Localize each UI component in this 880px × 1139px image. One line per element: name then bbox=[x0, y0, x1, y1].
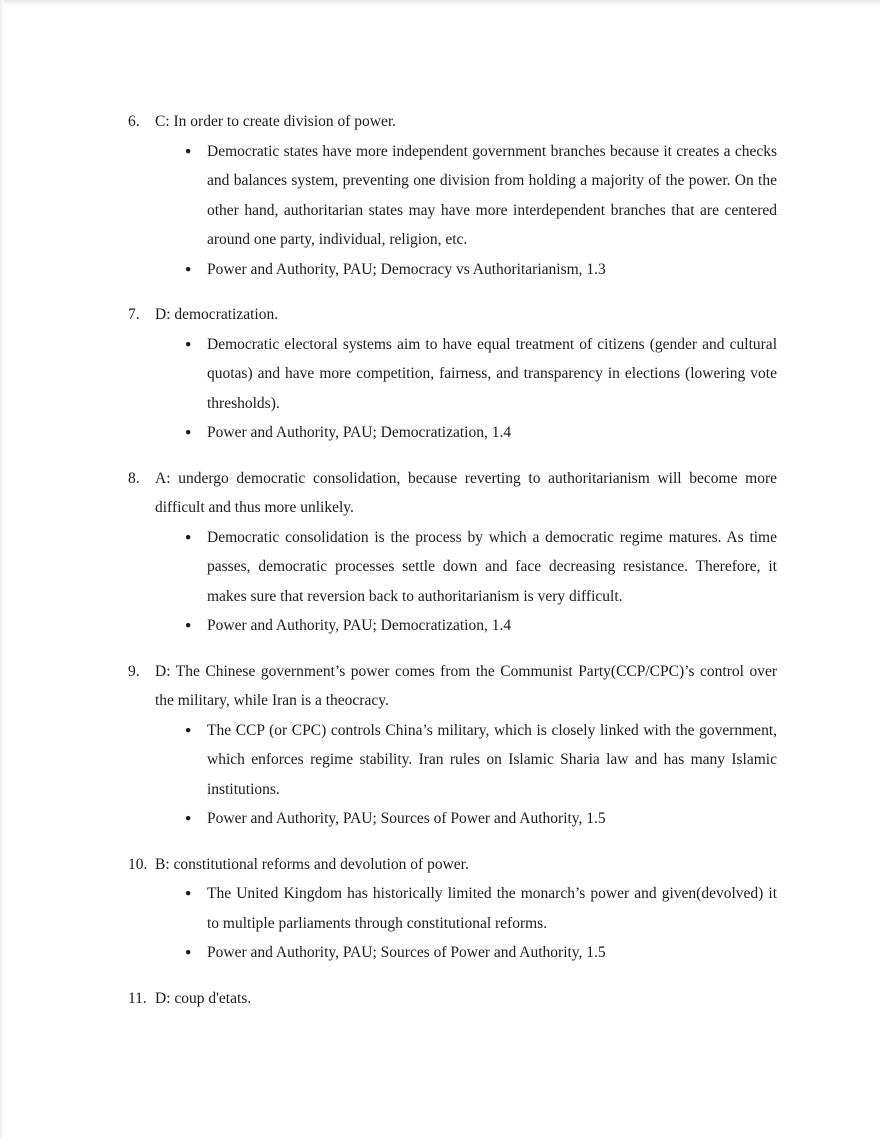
answer-text: D: democratization. bbox=[155, 306, 279, 323]
bullet-text: Power and Authority, PAU; Democracy vs Authoritarianism, 1.3 bbox=[207, 260, 606, 278]
answer-text: D: The Chinese government’s power comes from the Communist Party(CCP/CPC)’s control over the military, while Iran is a theocracy. bbox=[155, 662, 777, 709]
answer-item-6 bbox=[128, 107, 777, 284]
item-body bbox=[155, 850, 777, 968]
bullet-point bbox=[155, 938, 777, 968]
bullet-text: The United Kingdom has historically limited the monarch’s power and given(devolved) it to multiple parliaments through constitutional reforms. bbox=[207, 885, 777, 932]
answer-item-9 bbox=[128, 657, 777, 834]
item-number: 11. bbox=[128, 989, 147, 1007]
bullet-icon: ● bbox=[185, 813, 192, 824]
bullet-icon: ● bbox=[185, 145, 192, 157]
answer-text: D: coup d'etats. bbox=[155, 989, 252, 1007]
answer-item-11 bbox=[128, 984, 777, 1014]
item-body bbox=[155, 107, 777, 284]
bullet-text: Power and Authority, PAU; Democratization, 1.4 bbox=[207, 617, 512, 634]
bullet-icon: ● bbox=[185, 947, 192, 958]
bullet-icon: ● bbox=[185, 724, 192, 736]
answer-item-7 bbox=[128, 300, 777, 448]
item-number: 9. bbox=[128, 662, 140, 680]
bullet-text: Democratic states have more independent government branches because it creates a checks and balances system, preventing one division from holding a majority of the power. On the other hand, authoritarian states may have more interdependent branches that are centered around one party, individual, religion, etc. bbox=[207, 142, 777, 248]
item-body bbox=[155, 464, 777, 641]
item-body bbox=[155, 657, 777, 834]
bullet-icon: ● bbox=[185, 427, 192, 438]
item-body bbox=[155, 300, 777, 448]
bullet-point bbox=[155, 879, 777, 938]
bullet-icon: ● bbox=[185, 531, 192, 543]
bullet-icon: ● bbox=[185, 338, 192, 350]
bullet-point bbox=[155, 804, 777, 834]
item-number: 10. bbox=[128, 855, 148, 873]
item-number: 6. bbox=[128, 113, 140, 130]
bullet-point bbox=[155, 137, 777, 255]
item-number: 8. bbox=[128, 469, 140, 487]
bullet-point bbox=[155, 523, 777, 612]
bullet-icon: ● bbox=[185, 620, 192, 631]
bullet-point bbox=[155, 611, 777, 641]
item-number: 7. bbox=[128, 306, 140, 323]
bullet-point bbox=[155, 330, 777, 419]
bullet-text: Democratic consolidation is the process by which a democratic regime matures. As time passes, democratic processes settle down and face decreasing resistance. Therefore, it makes sure that reversion back to authoritarianism is very difficult. bbox=[207, 528, 777, 605]
bullet-point bbox=[155, 255, 777, 285]
bullet-icon: ● bbox=[185, 263, 192, 275]
answer-item-8 bbox=[128, 464, 777, 641]
page-left-edge bbox=[0, 0, 4, 1139]
bullet-text: Power and Authority, PAU; Democratization, 1.4 bbox=[207, 424, 512, 441]
answer-text: C: In order to create division of power. bbox=[155, 113, 397, 130]
answer-text: B: constitutional reforms and devolution of power. bbox=[155, 855, 469, 873]
bullet-text: The CCP (or CPC) controls China’s military, which is closely linked with the government, which enforces regime stability. Iran rules on Islamic Sharia law and has many Islamic institutions. bbox=[207, 721, 777, 798]
answer-item-10 bbox=[128, 850, 777, 968]
answer-text: A: undergo democratic consolidation, because reverting to authoritarianism will become more difficult and thus more unlikely. bbox=[155, 469, 777, 516]
page-top-edge bbox=[0, 0, 880, 6]
bullet-icon: ● bbox=[185, 888, 192, 899]
bullet-point bbox=[155, 716, 777, 805]
bullet-text: Power and Authority, PAU; Sources of Power and Authority, 1.5 bbox=[207, 944, 606, 961]
bullet-text: Democratic electoral systems aim to have equal treatment of citizens (gender and cultural quotas) and have more competition, fairness, and transparency in elections (lowering vote thresholds). bbox=[207, 335, 777, 412]
bullet-text: Power and Authority, PAU; Sources of Power and Authority, 1.5 bbox=[207, 810, 606, 827]
item-body bbox=[155, 984, 777, 1014]
bullet-point bbox=[155, 418, 777, 448]
